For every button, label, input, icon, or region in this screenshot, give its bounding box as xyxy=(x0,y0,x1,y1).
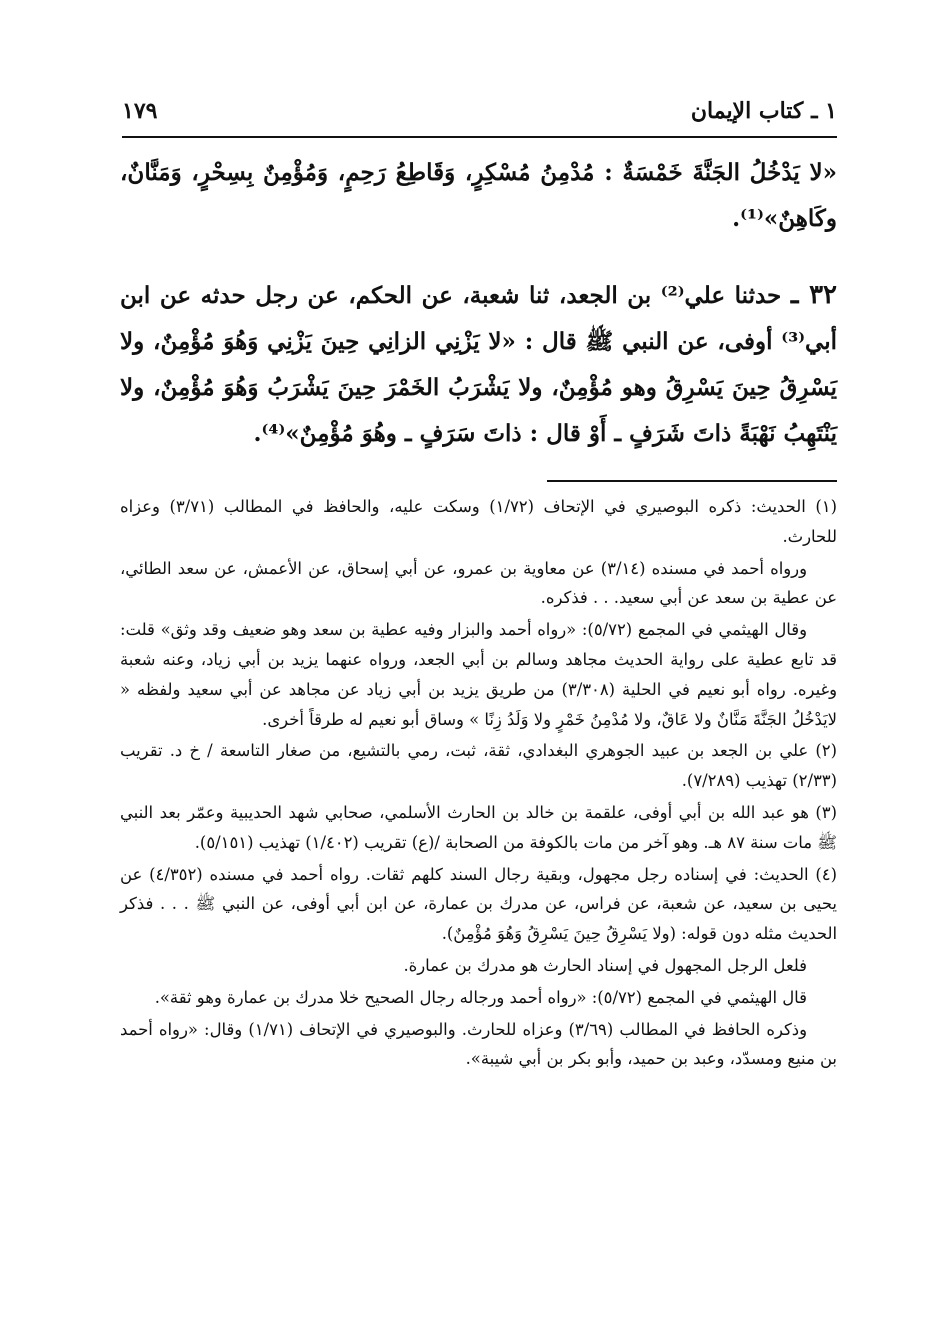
hadith-32-number: ٣٢ ـ xyxy=(790,280,837,310)
page-header xyxy=(122,96,837,138)
footnote-4-paragraph: قال الهيثمي في المجمع (٥/٧٢): «رواه أحمد ورجاله رجال الصحيح خلا مدرك بن عمارة وهو ثقة». xyxy=(154,987,807,1007)
hadith-32-text: حدثنا علي⁽²⁾ بن الجعد، ثنا شعبة، عن الحكم، عن رجل حدثه عن ابن أبي⁽³⁾ أوفى، عن النبي ﷺ قال : «لا يَزْنِي الزانِي حِينَ يَزْنِي وَهُوَ مُؤْمِنٌ، ولا يَسْرِقُ حِينَ يَسْرِقُ وهو مُؤْمِنٌ، ولا يَشْرَبُ الخَمْرَ حِينَ يَشْرَبُ وَهُوَ مُؤْمِنٌ، ولا يَنْتَهِبُ نَهْبَةً ذاتَ شَرَفٍ ـ أَوْ قال : ذاتَ سَرَفٍ ـ وهُوَ مُؤْمِنٌ»⁽⁴⁾. xyxy=(120,282,837,447)
footnote-1-paragraph: ورواه أحمد في مسنده (٣/١٤) عن معاوية بن عمرو، عن أبي إسحاق، عن الأعمش، عن سعد الطائي، عن عطية بن سعد عن أبي سعيد. . . فذكره. xyxy=(120,558,837,608)
footnote-1-paragraph: وقال الهيثمي في المجمع (٥/٧٢): «رواه أحمد والبزار وفيه عطية بن سعد وهو ضعيف وقد وثق» قلت: قد تابع عطية على رواية الحديث مجاهد وسالم بن أبي الجعد، ورواه عنهما يزيد بن أبي زياد، وعنه شعبة وغيره. رواه أبو نعيم في الحلية (٣/٣٠٨) من طريق يزيد بن أبي زياد عن مجاهد عن أبي سعيد ولفظه « لايَدْخُلُ الجَنَّةَ مَنَّانٌ ولا عَاقٌ، ولا مُدْمِنُ خَمْرٍ ولا وَلَدُ زِنًا » وساق أبو نعيم له طرقاً أخرى. xyxy=(120,620,837,729)
page-number: ١٧٩ xyxy=(122,98,158,124)
footnote-2: (٢) علي بن الجعد بن عبيد الجوهري البغدادي، ثقة، ثبت، رمي بالتشيع، من صغار التاسعة / خ د. تقريب (٢/٣٣) تهذيب (٧/٢٨٩). xyxy=(120,741,837,791)
footnote-4-paragraph: فلعل الرجل المجهول في إسناد الحارث هو مدرك بن عمارة. xyxy=(403,955,807,975)
chapter-title: ١ ـ كتاب الإيمان xyxy=(690,98,837,124)
footnote-4: (٤) الحديث: في إسناده رجل مجهول، وبقية رجال السند كلهم ثقات. رواه أحمد في مسنده (٤/٣٥٢) عن يحيى بن سعيد، عن شعبة، عن فراس، عن مدرك بن عمارة، عن ابن أبي أوفى، عن النبي ﷺ . . . فذكر الحديث مثله دون قوله: (ولا يَسْرِقُ حِينَ يَسْرِقُ وَهُوَ مُؤْمِنٌ). xyxy=(120,864,837,944)
footnote-3: (٣) هو عبد الله بن أبي أوفى، علقمة بن خالد بن الحارث الأسلمي، صحابي شهد الحديبية وعمّر بعد النبي ﷺ مات سنة ٨٧ هـ. وهو آخر من مات بالكوفة من الصحابة /(ع) تقريب (١/٤٠٢) تهذيب (٥/١٥١). xyxy=(120,802,837,852)
footnote-1: (١) الحديث: ذكره البوصيري في الإتحاف (١/٧٢) وسكت عليه، والحافظ في المطالب (٣/٧١) وعزاه للحارث. xyxy=(120,497,837,546)
footnotes xyxy=(120,492,837,1076)
footnote-4-paragraph: وذكره الحافظ في المطالب (٣/٦٩) وعزاه للحارث. والبوصيري في الإتحاف (١/٧١) وقال: «رواه أحمد بن منيع ومسدّد، وعبد بن حميد، وأبو بكر بن أبي شيبة». xyxy=(120,1019,837,1069)
hadith-32 xyxy=(120,272,837,457)
hadith-31-text: «لا يَدْخُلُ الجَنَّةَ خَمْسَةٌ : مُدْمِنُ مُسْكِرٍ، وَقَاطِعُ رَحِمٍ، وَمُؤْمِنٌ بِسِحْرٍ، وَمَنَّانٌ، وكَاهِنٌ»⁽¹⁾. xyxy=(120,159,837,232)
main-text xyxy=(120,150,837,457)
footnote-divider xyxy=(547,480,837,482)
